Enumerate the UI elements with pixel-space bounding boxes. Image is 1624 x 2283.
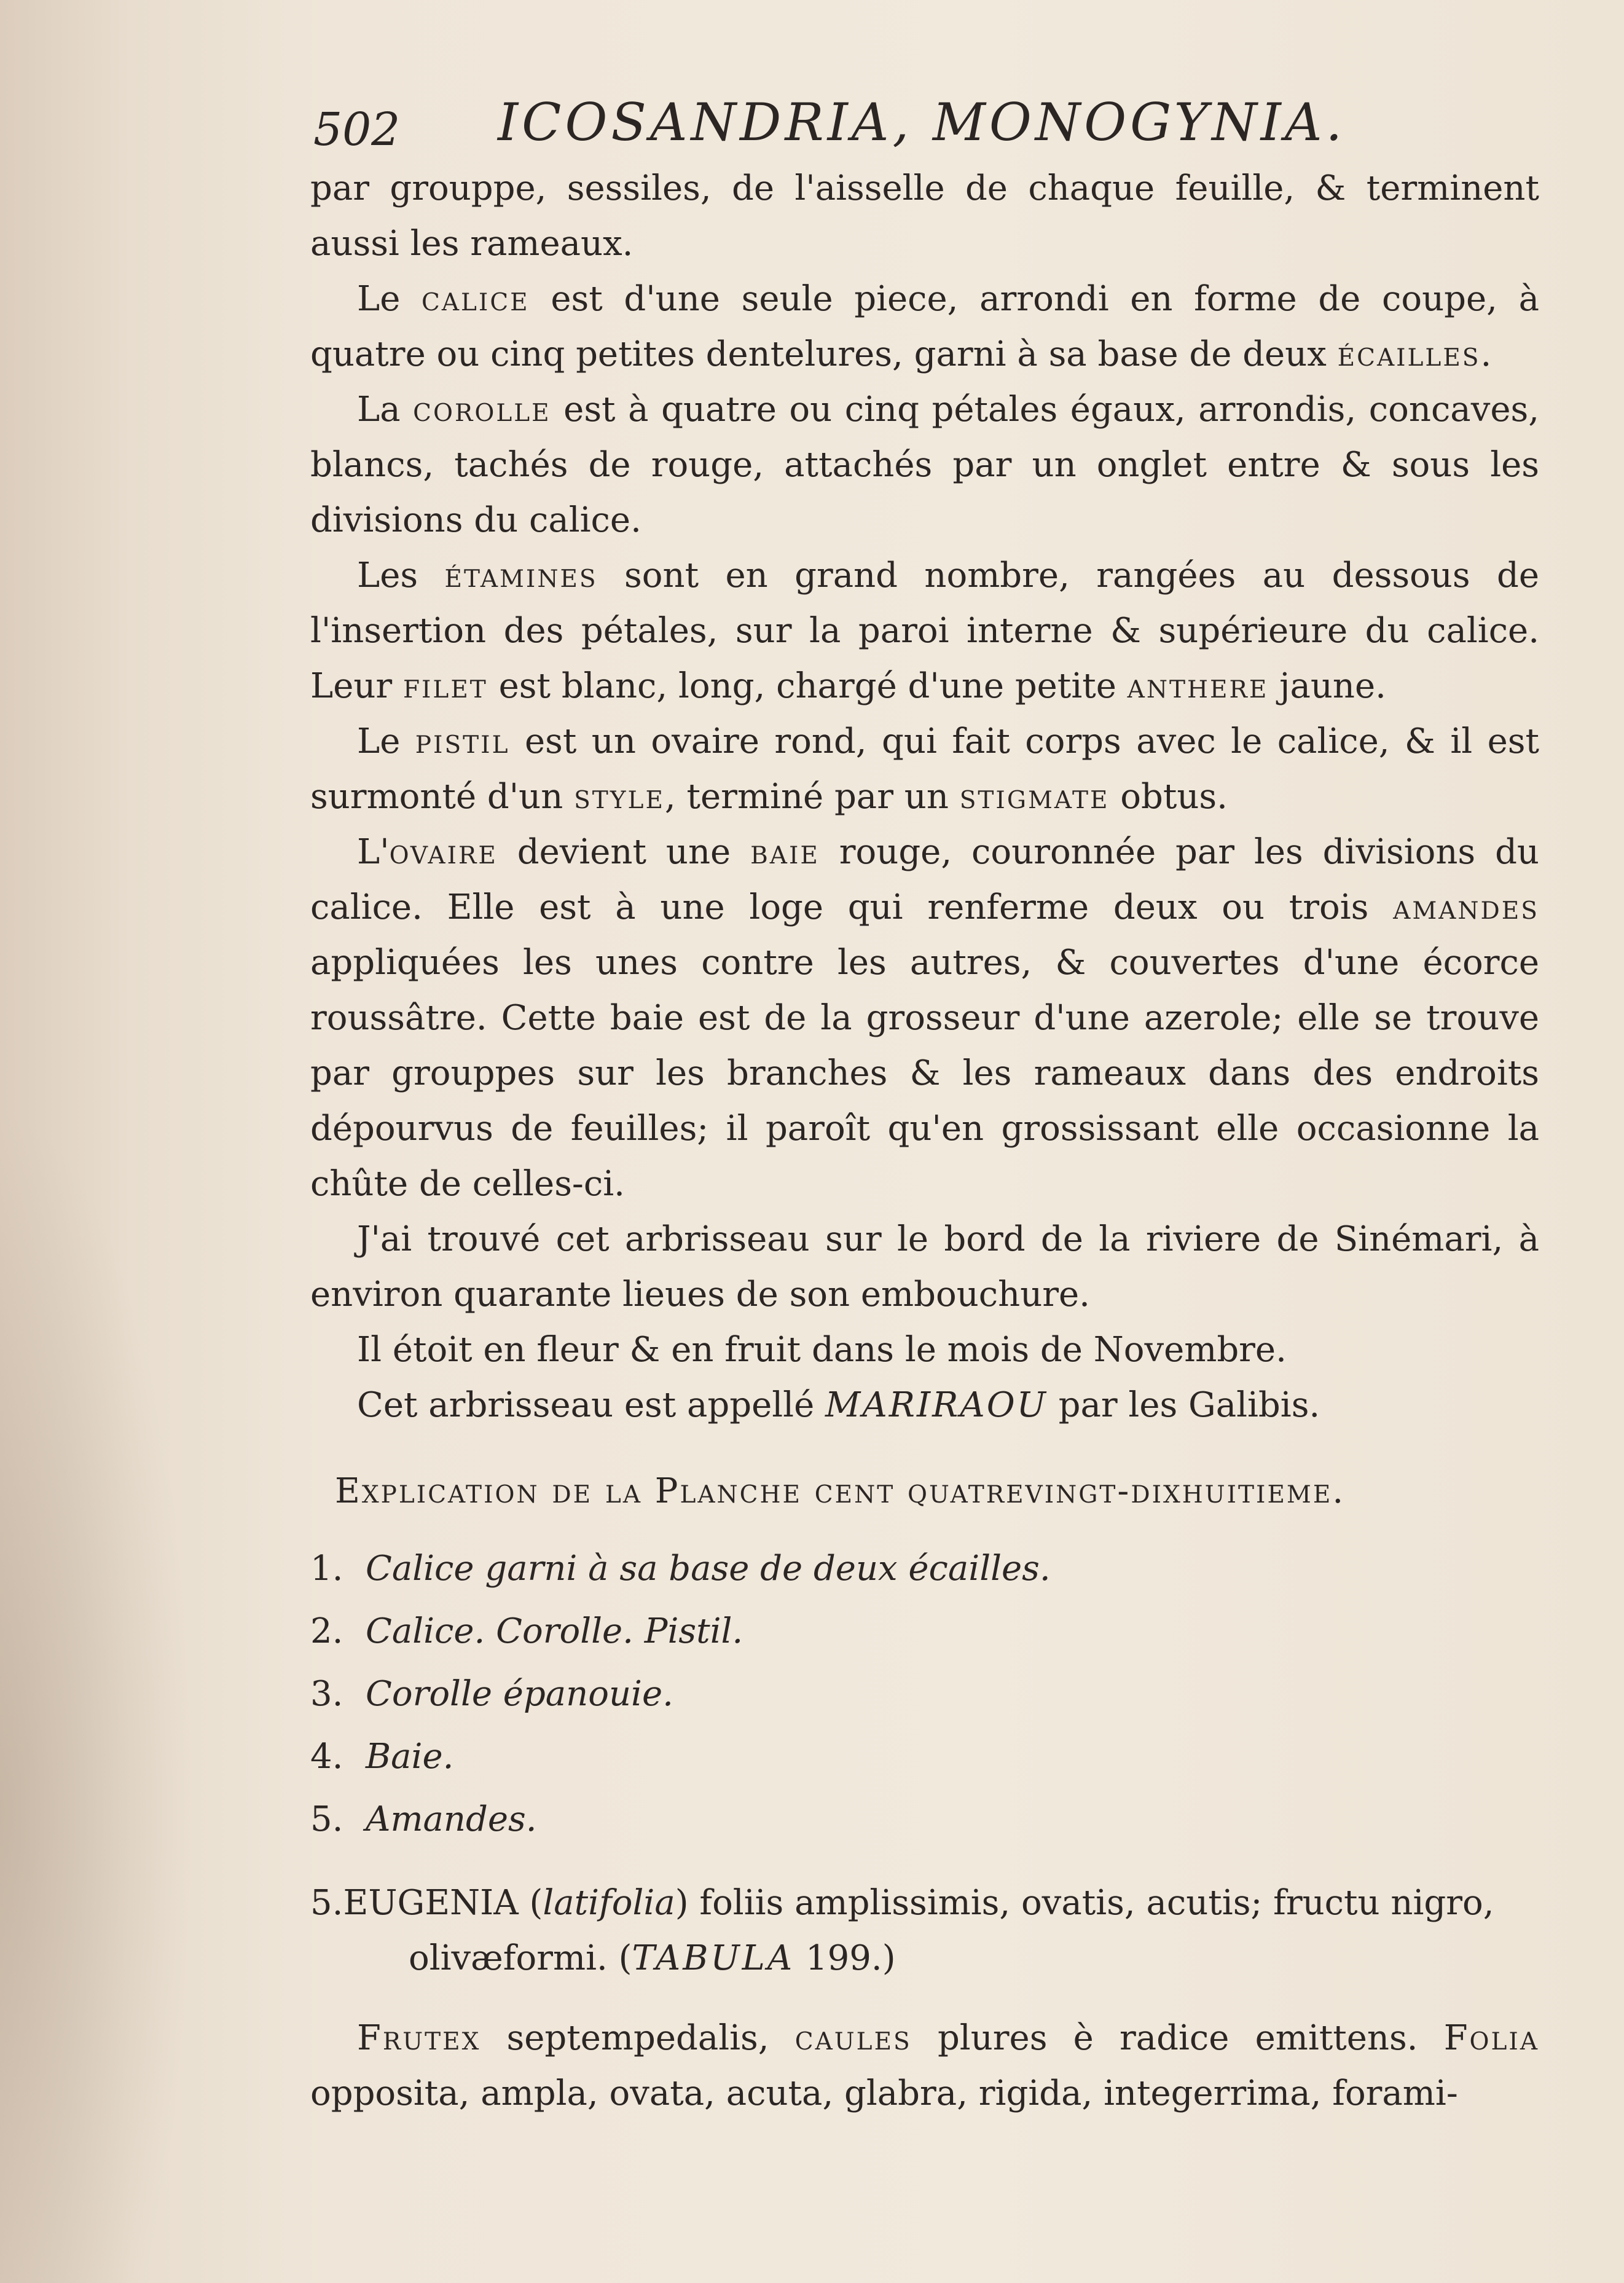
paragraph-name: Cet arbrisseau est appellé MARIRAOU par les Galibis. — [357, 1385, 1320, 1425]
page-number: 502 — [313, 103, 401, 156]
legend-item: 3. Corolle épanouie. — [310, 1674, 673, 1714]
page-body — [310, 161, 1539, 2121]
paragraph-calice: Le calice est d'une seule piece, arrondi en forme de coupe, à quatre ou cinq petites dentelures, garni à sa base de deux écailles. — [310, 279, 1539, 374]
paragraph-location: J'ai trouvé cet arbrisseau sur le bord de la riviere de Sinémari, à environ quarante lieues de son embouchure. — [310, 1219, 1539, 1314]
explication-heading: Explication de la Planche cent quatrevingt-dixhuitieme. — [335, 1471, 1346, 1511]
page-header — [313, 92, 1530, 160]
paragraph-continuation: par grouppe, sessiles, de l'aisselle de chaque feuille, & terminent aussi les rameaux. — [310, 168, 1539, 264]
paragraph-etamines: Les étamines sont en grand nombre, rangées au dessous de l'insertion des pétales, sur la paroi interne & supérieure du calice. Leur filet est blanc, long, chargé d'une petite anthere jaune. — [310, 556, 1540, 706]
legend-item: 4. Baie. — [310, 1737, 454, 1777]
paragraph-frutex: Frutex septempedalis, caules plures è radice emittens. Folia opposita, ampla, ovata, acuta, glabra, rigida, integerrima, forami- — [310, 2018, 1539, 2113]
legend-item: 1. Calice garni à sa base de deux écailles. — [310, 1549, 1051, 1589]
plate-legend — [310, 1538, 1539, 1851]
species-entry: 5.EUGENIA (latifolia) foliis amplissimis, ovatis, acutis; fructu nigro, olivæformi. (TABULA 199.) — [310, 1883, 1494, 1978]
paragraph-pistil: Le pistil est un ovaire rond, qui fait corps avec le calice, & il est surmonté d'un style, terminé par un stigmate obtus. — [310, 721, 1539, 817]
paragraph-ovaire: L'ovaire devient une baie rouge, couronnée par les divisions du calice. Elle est à une loge qui renferme deux ou trois amandes appliquées les unes contre les autres, & couvertes d'une écorce roussâtre. Cette baie est de la grosseur d'une azerole; elle se trouve par grouppes sur les branches & les rameaux dans des endroits dépourvus de feuilles; il paroît qu'en grossissant elle occasionne la chûte de celles-ci. — [310, 832, 1540, 1204]
running-title: ICOSANDRIA, MONOGYNIA. — [498, 92, 1346, 152]
legend-item: 2. Calice. Corolle. Pistil. — [310, 1611, 743, 1651]
legend-item: 5. Amandes. — [310, 1799, 537, 1839]
paragraph-season: Il étoit en fleur & en fruit dans le mois de Novembre. — [357, 1330, 1287, 1370]
paragraph-corolle: La corolle est à quatre ou cinq pétales égaux, arrondis, concaves, blancs, tachés de rouge, attachés par un onglet entre & sous les divisions du calice. — [310, 390, 1540, 540]
page-shadow — [0, 1106, 197, 2283]
